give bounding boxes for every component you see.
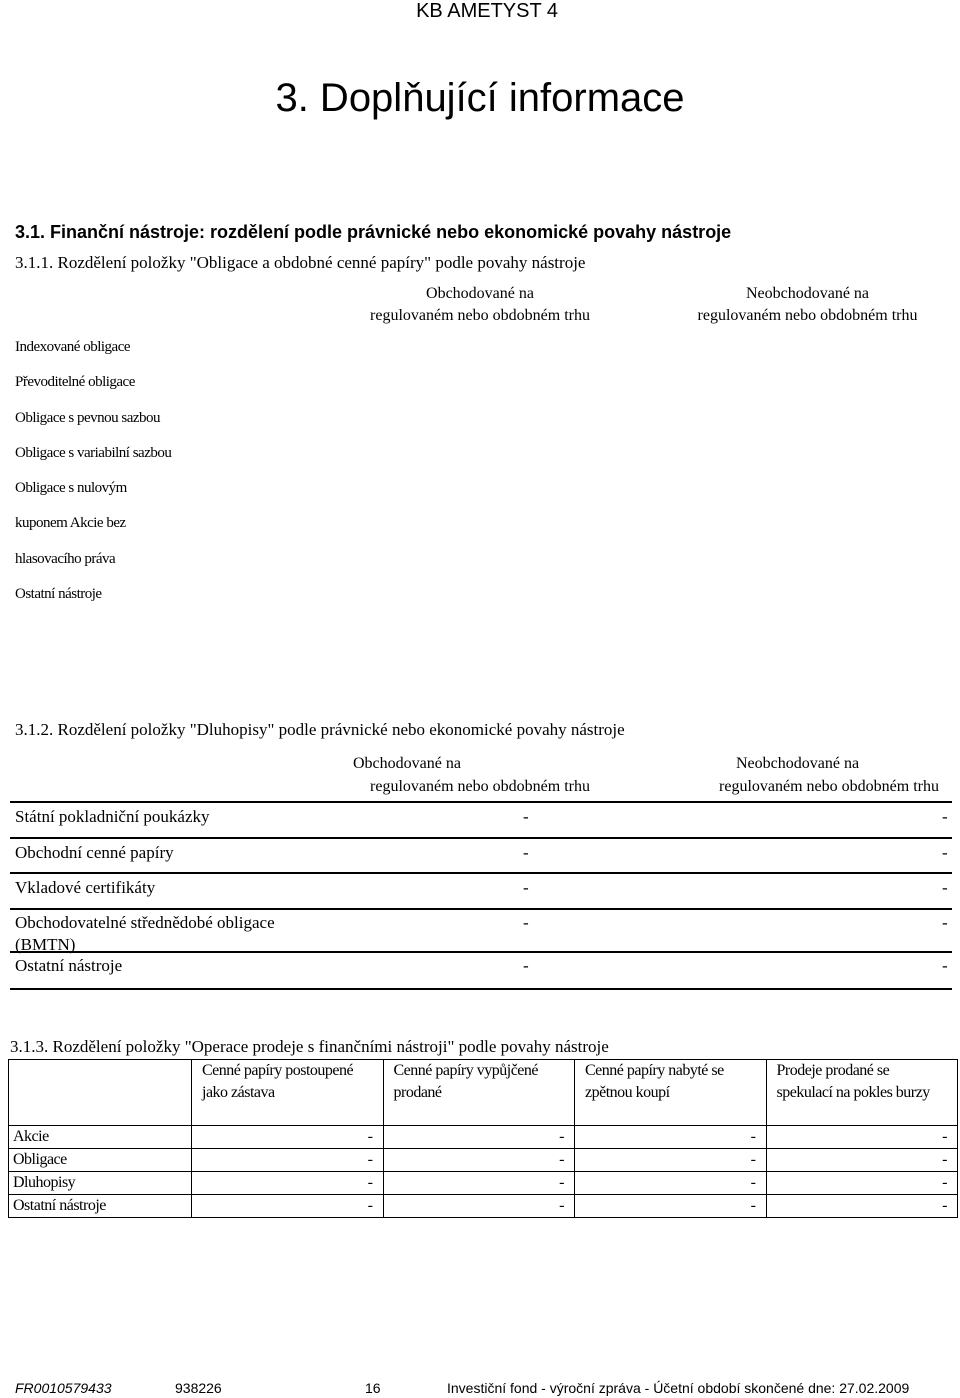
table-row <box>9 1126 958 1149</box>
table-header-empty <box>9 1060 192 1126</box>
section-3-1-1-row: Obligace s pevnou sazbou <box>15 410 161 426</box>
table-row-label: Obligace <box>9 1149 192 1172</box>
col-nontraded-line2: regulovaném nebo obdobném trhu <box>719 778 939 795</box>
section-3-1-1-row: Ostatní nástroje <box>15 586 102 602</box>
row-divider <box>10 801 952 803</box>
section-3-1-2-row-label-continued: (BMTN) <box>15 935 76 954</box>
col-nontraded-line1: Neobchodované na <box>745 285 870 302</box>
table-column-header: Cenné papíry vypůjčené prodané <box>383 1060 575 1126</box>
section-3-1-2-nontraded-value: - <box>942 807 948 826</box>
section-3-1-1-row: Převoditelné obligace <box>15 374 135 390</box>
section-3-1-2-traded-value: - <box>523 956 529 975</box>
row-divider <box>10 988 952 990</box>
section-3-1-2-nontraded-value: - <box>942 913 948 932</box>
section-3-1-2-col-traded-header <box>335 752 625 798</box>
section-3-1-2-nontraded-value: - <box>942 956 948 975</box>
table-row-label: Dluhopisy <box>9 1172 192 1195</box>
table-cell: - <box>575 1195 767 1218</box>
footer-number: 938226 <box>175 1380 222 1396</box>
table-column-header: Prodeje prodané se spekulací na pokles burzy <box>766 1060 958 1126</box>
col-traded-line1: Obchodované na <box>426 285 534 302</box>
section-3-1-1-title: 3.1.1. Rozdělení položky "Obligace a obdobné cenné papíry" podle povahy nástroje <box>15 253 586 272</box>
table-row-label: Ostatní nástroje <box>9 1195 192 1218</box>
col-traded-line2: regulovaném nebo obdobném trhu <box>370 307 590 324</box>
section-3-1-2-traded-value: - <box>523 843 529 862</box>
table-cell: - <box>766 1149 958 1172</box>
table-cell: - <box>383 1195 575 1218</box>
table-row <box>9 1172 958 1195</box>
table-row-label: Akcie <box>9 1126 192 1149</box>
table-cell: - <box>766 1195 958 1218</box>
table-cell: - <box>766 1126 958 1149</box>
table-cell: - <box>575 1149 767 1172</box>
table-cell: - <box>383 1149 575 1172</box>
row-divider <box>10 837 952 839</box>
page-title: 3. Doplňující informace <box>275 76 685 120</box>
section-3-1-2-row-label: Ostatní nástroje <box>15 956 123 975</box>
section-3-1-2-title: 3.1.2. Rozdělení položky "Dluhopisy" podle právnické nebo ekonomické povahy nástroje <box>15 720 625 739</box>
section-3-1-1-row: Obligace s nulovým <box>15 480 127 496</box>
col-traded-line1: Obchodované na <box>353 755 461 772</box>
section-3-1-1-col-traded-header <box>340 283 620 327</box>
section-3-1-3-table <box>8 1059 958 1218</box>
section-3-1-2-nontraded-value: - <box>942 843 948 862</box>
footer-report-text: Investiční fond - výroční zpráva - Účetní období skončené dne: 27.02.2009 <box>447 1380 910 1396</box>
section-3-1-2-row-label: Státní pokladniční poukázky <box>15 807 210 826</box>
col-traded-line2: regulovaném nebo obdobném trhu <box>370 778 590 795</box>
table-cell: - <box>766 1172 958 1195</box>
table-cell: - <box>575 1126 767 1149</box>
table-cell: - <box>383 1126 575 1149</box>
table-row <box>9 1195 958 1218</box>
footer-page-number: 16 <box>365 1380 381 1396</box>
section-3-1-2-nontraded-value: - <box>942 878 948 897</box>
section-3-1-2-col-nontraded-header <box>698 752 960 798</box>
section-3-1-1-col-nontraded-header <box>665 283 950 327</box>
fund-name-header: KB AMETYST 4 <box>416 0 558 22</box>
section-3-1-2-traded-value: - <box>523 913 529 932</box>
col-nontraded-line2: regulovaném nebo obdobném trhu <box>697 307 918 324</box>
row-divider <box>10 951 952 953</box>
table-header-row <box>9 1060 958 1126</box>
section-3-1-2-row-label: Obchodní cenné papíry <box>15 843 174 862</box>
table-cell: - <box>192 1126 384 1149</box>
footer-registration-id: FR0010579433 <box>15 1380 112 1396</box>
section-3-1-2-traded-value: - <box>523 878 529 897</box>
section-3-1-2-traded-value: - <box>523 807 529 826</box>
table-cell: - <box>192 1149 384 1172</box>
table-column-header: Cenné papíry nabyté se zpětnou koupí <box>575 1060 767 1126</box>
section-3-1-1-row: Indexované obligace <box>15 339 131 355</box>
section-3-1-title: 3.1. Finanční nástroje: rozdělení podle právnické nebo ekonomické povahy nástroje <box>15 222 732 242</box>
col-nontraded-line1: Neobchodované na <box>736 755 860 772</box>
table-column-header: Cenné papíry postoupené jako zástava <box>192 1060 384 1126</box>
section-3-1-1-row: kuponem Akcie bez <box>15 515 126 531</box>
section-3-1-2-row-label: Obchodovatelné střednědobé obligace <box>15 913 275 932</box>
section-3-1-3-title: 3.1.3. Rozdělení položky "Operace prodeje s finančními nástroji" podle povahy nástroje <box>10 1037 609 1056</box>
section-3-1-2-row-label: Vkladové certifikáty <box>15 878 156 897</box>
row-divider <box>10 872 952 874</box>
row-divider <box>10 908 952 910</box>
section-3-1-1-row: Obligace s variabilní sazbou <box>15 445 172 461</box>
section-3-1-1-row: hlasovacího práva <box>15 551 116 567</box>
table-cell: - <box>383 1172 575 1195</box>
table-cell: - <box>192 1172 384 1195</box>
table-cell: - <box>192 1195 384 1218</box>
table-cell: - <box>575 1172 767 1195</box>
table-row <box>9 1149 958 1172</box>
